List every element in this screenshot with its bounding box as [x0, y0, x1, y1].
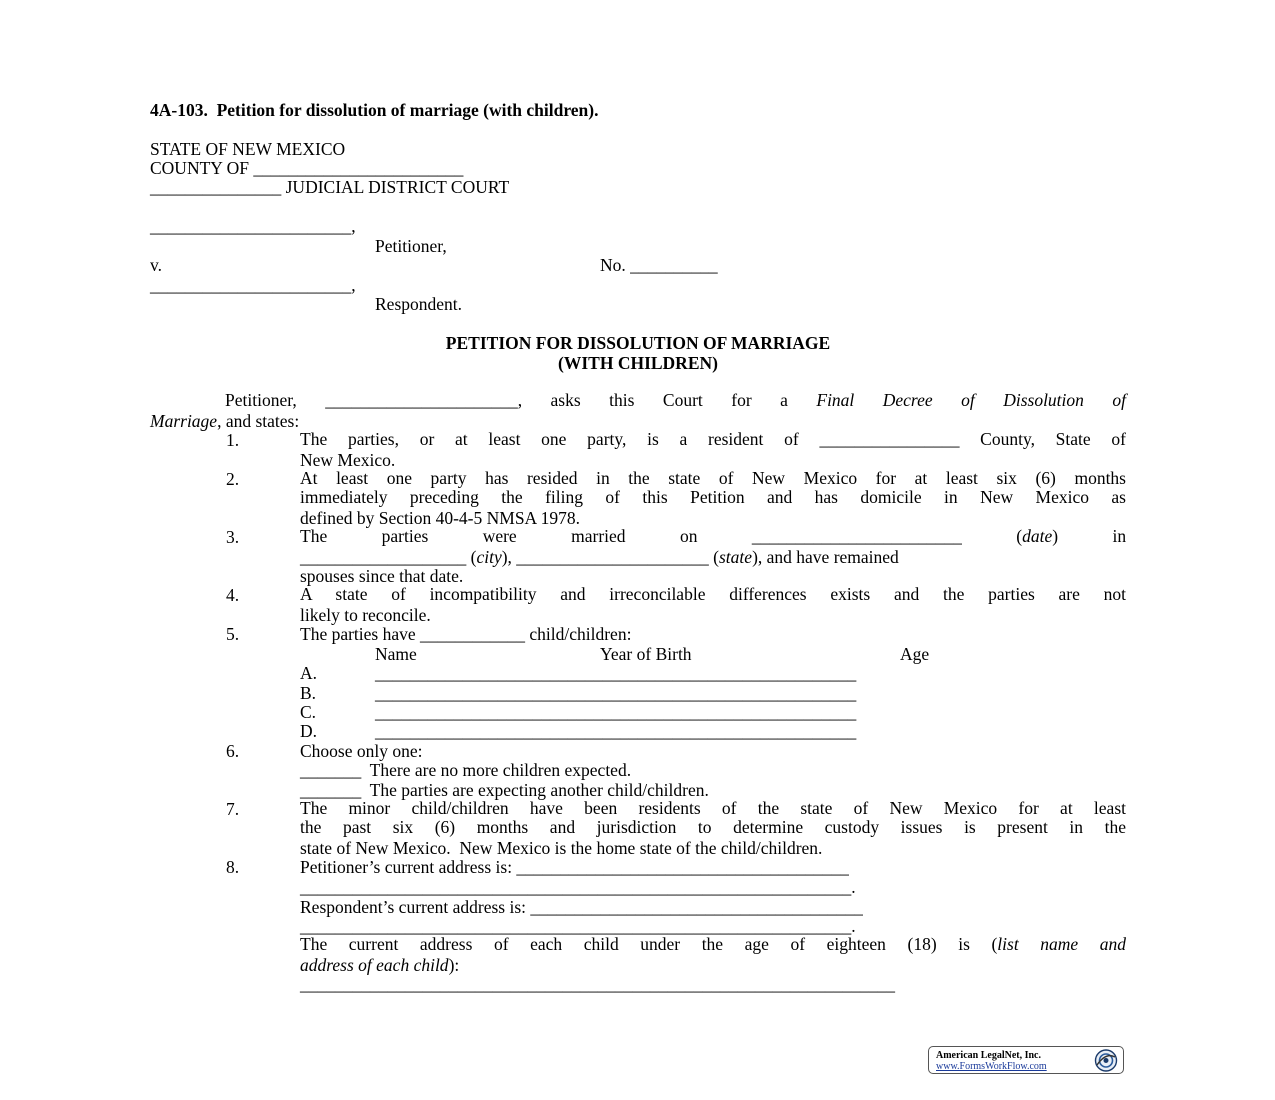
globe-icon	[1092, 1048, 1120, 1073]
item-2-line1: At least one party has resided in the state of New Mexico for at least six (6) months	[300, 468, 1126, 488]
intro-text: Petitioner, ______________________, asks this Court for a	[225, 390, 817, 410]
child-address-blank: ____________________________________________________________________	[300, 974, 895, 994]
item-3-date-label: (date)	[1016, 526, 1059, 546]
respondent-address-line2: _______________________________________________________________.	[300, 916, 856, 936]
item-3-line1	[300, 527, 1126, 547]
item-6-option-expecting: _______ The parties are expecting another child/children.	[300, 780, 709, 800]
document-subtitle: (WITH CHILDREN)	[558, 353, 718, 373]
item-3-word: married	[571, 526, 626, 546]
versus: v.	[150, 255, 162, 275]
item-1-line1: The parties, or at least one party, is a resident of ________________ County, State of	[300, 429, 1126, 449]
case-number: No. __________	[600, 255, 718, 275]
item-7-line1: The minor child/children have been residents of the state of New Mexico for at least	[300, 798, 1126, 818]
child-address-line2: address of each child):	[300, 955, 460, 975]
item-6-line1: Choose only one:	[300, 741, 423, 761]
item-2-line2: immediately preceding the filing of this Petition and has domicile in New Mexico as	[300, 487, 1126, 507]
intro-states: , and states:	[217, 411, 300, 431]
item-7-line3: state of New Mexico. New Mexico is the home state of the child/children.	[300, 838, 823, 858]
item-4-line2: likely to reconcile.	[300, 605, 431, 625]
respondent-address-line1: Respondent’s current address is: ______________________________________	[300, 897, 863, 917]
children-header-age: Age	[900, 644, 930, 664]
respondent-blank: _______________________,	[150, 275, 356, 295]
item-3-word: on	[679, 526, 698, 546]
item-3-number: 3.	[226, 527, 240, 547]
child-row-label: C.	[300, 702, 317, 722]
item-5-number: 5.	[226, 624, 240, 644]
item-3-date-blank: ________________________	[751, 526, 962, 546]
item-6-option-no-more: _______ There are no more children expected.	[300, 760, 632, 780]
item-4-line1: A state of incompatibility and irreconcilable differences exists and the parties are not	[300, 584, 1126, 604]
caption-county: COUNTY OF ________________________	[150, 158, 464, 178]
item-1-number: 1.	[226, 430, 240, 450]
child-row-blank: _______________________________________________________	[375, 683, 857, 703]
child-row-blank: _______________________________________________________	[375, 702, 857, 722]
item-2-number: 2.	[226, 469, 240, 489]
item-1-line2: New Mexico.	[300, 450, 396, 470]
item-8-number: 8.	[226, 857, 240, 877]
intro-paragraph	[150, 391, 1126, 411]
intro-line2	[150, 411, 299, 431]
logo-url[interactable]: www.FormsWorkFlow.com	[936, 1061, 1047, 1072]
child-address-line1: The current address of each child under the age of eighteen (18) is (list name and	[300, 934, 1126, 954]
item-7-line2: the past six (6) months and jurisdiction to determine custody issues is present in the	[300, 817, 1126, 837]
item-5-line1: The parties have ____________ child/children:	[300, 624, 632, 644]
caption-court: _______________ JUDICIAL DISTRICT COURT	[150, 177, 510, 197]
children-header-name: Name	[375, 644, 417, 664]
intro-marriage: Marriage	[150, 411, 218, 431]
child-row-blank: _______________________________________________________	[375, 663, 857, 683]
children-header-year: Year of Birth	[600, 644, 692, 664]
american-legalnet-logo[interactable]	[928, 1046, 1124, 1074]
item-3-word: parties	[381, 526, 429, 546]
item-7-number: 7.	[226, 799, 240, 819]
item-3-line3: spouses since that date.	[300, 566, 464, 586]
petitioner-address-line2: _______________________________________________________________.	[300, 877, 856, 897]
item-6-number: 6.	[226, 741, 240, 761]
child-row-label: A.	[300, 663, 318, 683]
respondent-label: Respondent.	[375, 294, 463, 314]
item-2-line3: defined by Section 40-4-5 NMSA 1978.	[300, 508, 580, 528]
petitioner-blank: _______________________,	[150, 216, 356, 236]
document-title: PETITION FOR DISSOLUTION OF MARRIAGE	[445, 333, 831, 353]
intro-decree-title: Final Decree of Dissolution of	[816, 390, 1126, 410]
form-heading: 4A-103. Petition for dissolution of marriage (with children).	[150, 100, 599, 120]
petitioner-label: Petitioner,	[375, 236, 447, 256]
item-3-word: in	[1112, 526, 1127, 546]
item-4-number: 4.	[226, 585, 240, 605]
petitioner-address-line1: Petitioner’s current address is: ______________________________________	[300, 857, 849, 877]
logo-company: American LegalNet, Inc.	[936, 1050, 1041, 1061]
child-row-label: B.	[300, 683, 317, 703]
item-3-word: were	[482, 526, 517, 546]
item-3-word: The	[300, 526, 328, 546]
child-row-blank: _______________________________________________________	[375, 721, 857, 741]
child-row-label: D.	[300, 721, 318, 741]
caption-state: STATE OF NEW MEXICO	[150, 139, 346, 159]
item-3-line2: ___________________ (city), ______________________ (state), and have remained	[300, 547, 899, 567]
